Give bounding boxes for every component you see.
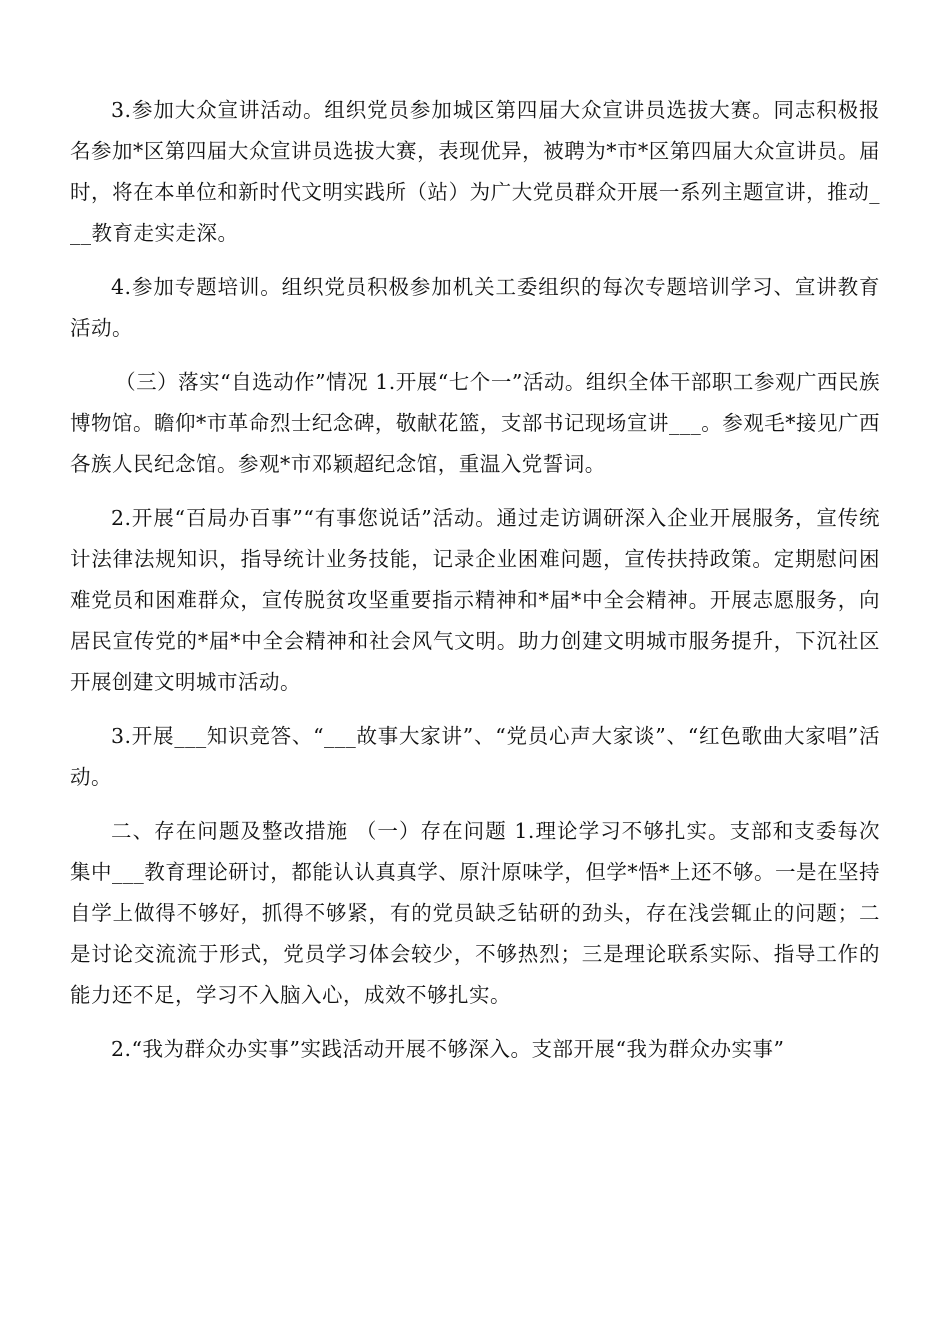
paragraph-existing-problems: 二、存在问题及整改措施 （一）存在问题 1.理论学习不够扎实。支部和支委每次集中___教育理论研讨，都能认认真真学、原汁原味学，但学*悟*上还不够。一是在坚持自学上做得不够好，抓得不够紧，有的党员缺乏钻研的劲头，存在浅尝辄止的问题；二是讨论交流流于形式，党员学习体会较少，不够热烈；三是理论联系实际、指导工作的能力还不足，学习不入脑入心，成效不够扎实。 <box>70 819 880 1007</box>
paragraph-practical-activities: 2.“我为群众办实事”实践活动开展不够深入。支部开展“我为群众办实事” <box>111 1037 785 1061</box>
paragraph-hundred-bureaus: 2.开展“百局办百事”“有事您说话”活动。通过走访调研深入企业开展服务，宣传统计法律法规知识，指导统计业务技能，记录企业困难问题，宣传扶持政策。定期慰问困难党员和困难群众，宣传脱贫攻坚重要指示精神和*届*中全会精神。开展志愿服务，向居民宣传党的*届*中全会精神和社会风气文明。助力创建文明城市服务提升，下沉社区开展创建文明城市活动。 <box>70 506 880 694</box>
paragraph-public-lecture: 3.参加大众宣讲活动。组织党员参加城区第四届大众宣讲员选拔大赛。同志积极报名参加*区第四届大众宣讲员选拔大赛，表现优异，被聘为*市*区第四届大众宣讲员。届时，将在本单位和新时代文明实践所（站）为广大党员群众开展一系列主题宣讲，推动___教育走实走深。 <box>70 98 880 245</box>
paragraph-special-training: 4.参加专题培训。组织党员积极参加机关工委组织的每次专题培训学习、宣讲教育活动。 <box>70 275 880 340</box>
paragraph-optional-actions: （三）落实“自选动作”情况 1.开展“七个一”活动。组织全体干部职工参观广西民族博物馆。瞻仰*市革命烈士纪念碑，敬献花篮，支部书记现场宣讲___。参观毛*接见广西各族人民纪念馆。参观*市邓颖超纪念馆，重温入党誓词。 <box>70 370 880 476</box>
paragraph-knowledge-contest: 3.开展___知识竞答、“___故事大家讲”、“党员心声大家谈”、“红色歌曲大家唱”活动。 <box>70 724 880 789</box>
